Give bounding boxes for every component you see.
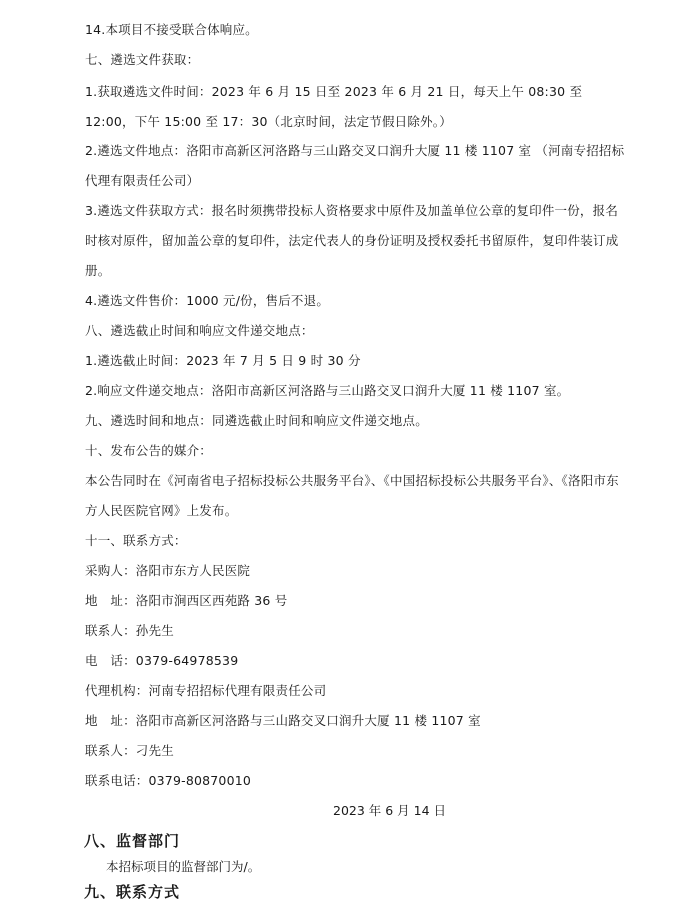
item-document-price: 4.遴选文件售价：1000 元/份，售后不退。 <box>85 293 330 308</box>
heading-publication-media: 十、发布公告的媒介： <box>85 443 213 458</box>
heading-supervision-department: 八、监督部门 <box>84 832 181 850</box>
contact-agency-phone: 联系电话：0379-80870010 <box>85 773 252 788</box>
item-deadline: 1.遴选截止时间：2023 年 7 月 5 日 9 时 30 分 <box>85 353 361 368</box>
contact-purchaser-address: 地 址：洛阳市涧西区西苑路 36 号 <box>85 593 288 608</box>
contact-agency: 代理机构：河南专招招标代理有限责任公司 <box>85 683 327 698</box>
contact-agency-address: 地 址：洛阳市高新区河洛路与三山路交叉口润升大厦 11 楼 1107 室 <box>85 713 481 728</box>
contact-purchaser: 采购人：洛阳市东方人民医院 <box>85 563 251 578</box>
item-submission-place: 2.响应文件递交地点：洛阳市高新区河洛路与三山路交叉口润升大厦 11 楼 1107 室。 <box>85 383 570 398</box>
heading-deadline-and-place: 八、遴选截止时间和响应文件递交地点： <box>85 323 314 338</box>
heading-document-acquisition: 七、遴选文件获取： <box>85 52 200 67</box>
heading-contact: 十一、联系方式： <box>85 533 187 548</box>
announcement-date: 2023 年 6 月 14 日 <box>333 803 447 818</box>
contact-purchaser-person: 联系人：孙先生 <box>85 623 174 638</box>
item-selection-time-place: 九、遴选时间和地点：同遴选截止时间和响应文件递交地点。 <box>85 413 428 428</box>
item-acquisition-time: 1.获取遴选文件时间：2023 年 6 月 15 日至 2023 年 6 月 21 日，每天上午 08:30 至 12:00，下午 15:00 至 17：30（北京时间，法定节假日除外。） <box>85 84 583 129</box>
heading-contact-info: 九、联系方式 <box>84 883 181 901</box>
contact-purchaser-phone: 电 话：0379-64978539 <box>85 653 239 668</box>
item-no-consortium: 14.本项目不接受联合体响应。 <box>85 22 258 37</box>
contact-agency-person: 联系人：刁先生 <box>85 743 174 758</box>
item-acquisition-method: 3.遴选文件获取方式：报名时须携带投标人资格要求中原件及加盖单位公章的复印件一份，报名时核对原件，留加盖公章的复印件，法定代表人的身份证明及授权委托书留原件，复印件装订成册。 <box>85 203 619 278</box>
supervision-department-text: 本招标项目的监督部门为/。 <box>106 859 261 874</box>
item-acquisition-place: 2.遴选文件地点：洛阳市高新区河洛路与三山路交叉口润升大厦 11 楼 1107 室 （河南专招招标代理有限责任公司） <box>85 143 625 188</box>
item-publication-media: 本公告同时在《河南省电子招标投标公共服务平台》、《中国招标投标公共服务平台》、《洛阳市东方人民医院官网》上发布。 <box>85 473 619 518</box>
